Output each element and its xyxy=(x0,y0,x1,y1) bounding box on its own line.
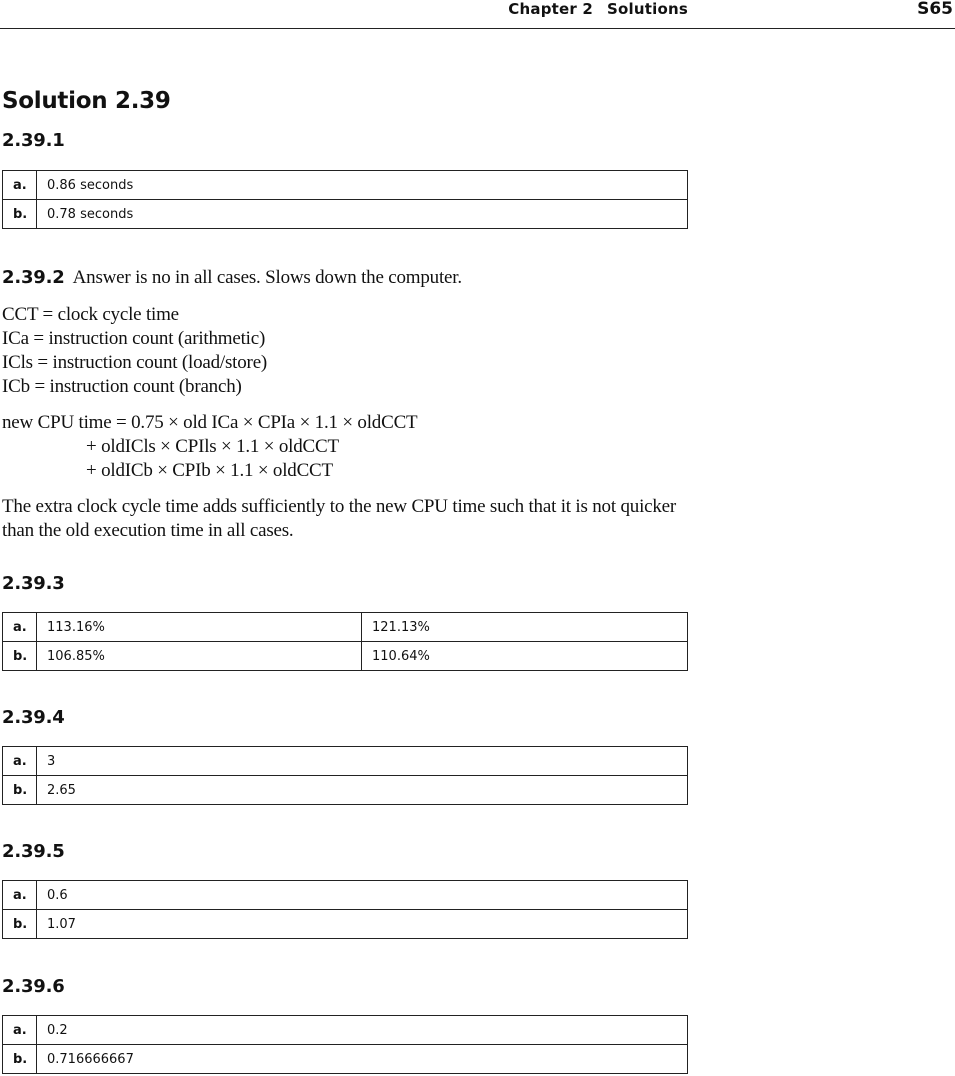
answer-2-39-2: 2.39.2 Answer is no in all cases. Slows down the computer. xyxy=(2,267,462,288)
table-row: b. 2.65 xyxy=(3,776,688,805)
definition-line: ICls = instruction count (load/store) xyxy=(2,352,268,373)
table-row: b. 0.716666667 xyxy=(3,1045,688,1074)
cpu-time-equation xyxy=(2,411,417,483)
definition-line: ICb = instruction count (branch) xyxy=(2,376,242,397)
table-row: b. 1.07 xyxy=(3,910,688,939)
definitions xyxy=(2,303,267,399)
subheading-2-39-3: 2.39.3 xyxy=(2,573,65,594)
answer-table-2-39-5 xyxy=(2,880,688,939)
table-row: a. 0.86 seconds xyxy=(3,171,688,200)
subheading-2-39-4: 2.39.4 xyxy=(2,707,65,728)
answer-table-2-39-4 xyxy=(2,746,688,805)
running-header xyxy=(0,0,955,29)
equation-line: + oldICb × CPIb × 1.1 × oldCCT xyxy=(86,460,333,481)
page-number: S65 xyxy=(917,0,953,19)
conclusion-text: The extra clock cycle time adds sufficiently to the new CPU time such that it is not quicker than the old execution time in all cases. xyxy=(2,496,677,541)
table-row: a. 113.16% 121.13% xyxy=(3,613,688,642)
subheading-2-39-1: 2.39.1 xyxy=(2,130,65,151)
subheading-2-39-6: 2.39.6 xyxy=(2,976,65,997)
solution-title: Solution 2.39 xyxy=(2,88,171,114)
chapter-label: Chapter 2 Solutions xyxy=(508,0,688,18)
answer-table-2-39-3 xyxy=(2,612,688,671)
table-row: b. 0.78 seconds xyxy=(3,200,688,229)
table-row: a. 0.6 xyxy=(3,881,688,910)
table-row: b. 106.85% 110.64% xyxy=(3,642,688,671)
table-row: a. 3 xyxy=(3,747,688,776)
table-row: a. 0.2 xyxy=(3,1016,688,1045)
definition-line: ICa = instruction count (arithmetic) xyxy=(2,328,266,349)
equation-line: + oldICls × CPIls × 1.1 × oldCCT xyxy=(86,436,339,457)
answer-table-2-39-6 xyxy=(2,1015,688,1074)
subheading-2-39-5: 2.39.5 xyxy=(2,841,65,862)
answer-table-2-39-1 xyxy=(2,170,688,229)
equation-line: new CPU time = 0.75 × old ICa × CPIa × 1.1 × oldCCT xyxy=(2,412,418,433)
definition-line: CCT = clock cycle time xyxy=(2,304,179,325)
